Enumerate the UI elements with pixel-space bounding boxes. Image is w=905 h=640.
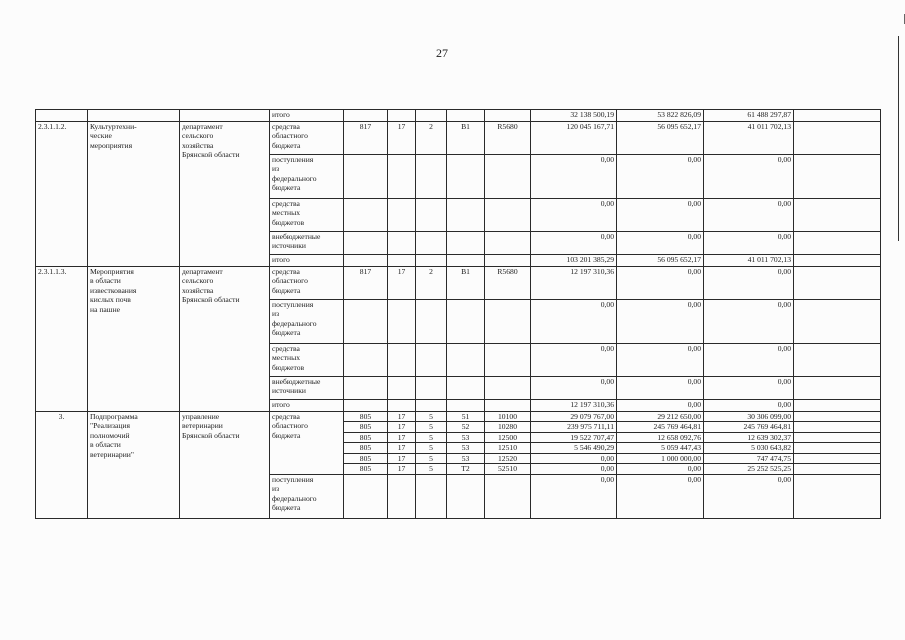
- note-cell: [794, 412, 881, 422]
- code-cs1-cell: [447, 400, 485, 412]
- note-cell: [794, 432, 881, 442]
- amount-v1-cell: 239 975 711,11: [531, 422, 617, 432]
- code-cs1-cell: 53: [447, 432, 485, 442]
- note-cell: [794, 377, 881, 400]
- responsible-cell: [180, 110, 270, 122]
- note-cell: [794, 199, 881, 232]
- amount-v3-cell: 0,00: [704, 267, 794, 300]
- code-pr-cell: 5: [416, 464, 447, 474]
- code-cell: [344, 474, 388, 518]
- funding-source-cell: поступления из федерального бюджета: [270, 474, 344, 518]
- code-cs1-cell: Т2: [447, 464, 485, 474]
- code-cs2-cell: 12520: [485, 453, 531, 463]
- code-rz-cell: 17: [388, 412, 416, 422]
- amount-v1-cell: 12 197 310,36: [531, 400, 617, 412]
- amount-v3-cell: 0,00: [704, 300, 794, 344]
- responsible-cell: департамент сельского хозяйства Брянской области: [180, 267, 270, 412]
- amount-v1-cell: 32 138 500,19: [531, 110, 617, 122]
- amount-v1-cell: 12 197 310,36: [531, 267, 617, 300]
- code-rz-cell: [388, 300, 416, 344]
- amount-v3-cell: 0,00: [704, 474, 794, 518]
- page-number: 27: [436, 46, 448, 60]
- amount-v2-cell: 53 822 826,09: [617, 110, 704, 122]
- amount-v3-cell: 0,00: [704, 232, 794, 255]
- code-grbs-cell: [344, 232, 388, 255]
- amount-v1-cell: 19 522 707,47: [531, 432, 617, 442]
- code-cs2-cell: [485, 199, 531, 232]
- amount-v1-cell: 0,00: [531, 474, 617, 518]
- amount-v1-cell: 0,00: [531, 453, 617, 463]
- amount-v2-cell: 1 000 000,00: [617, 453, 704, 463]
- amount-v2-cell: 0,00: [617, 377, 704, 400]
- code-rz-cell: 17: [388, 443, 416, 453]
- amount-v2-cell: 0,00: [617, 155, 704, 199]
- code-pr-cell: [416, 344, 447, 377]
- funding-source-cell: средства местных бюджетов: [270, 199, 344, 232]
- amount-v3-cell: 41 011 702,13: [704, 255, 794, 267]
- code-cs1-cell: [447, 232, 485, 255]
- amount-v3-cell: 0,00: [704, 377, 794, 400]
- code-cs1-cell: [447, 377, 485, 400]
- code-rz-cell: [388, 155, 416, 199]
- note-cell: [794, 232, 881, 255]
- responsible-cell: департамент сельского хозяйства Брянской области: [180, 122, 270, 267]
- amount-v3-cell: 747 474,75: [704, 453, 794, 463]
- amount-v2-cell: 12 658 092,76: [617, 432, 704, 442]
- amount-v1-cell: 0,00: [531, 344, 617, 377]
- note-cell: [794, 110, 881, 122]
- code-rz-cell: [388, 199, 416, 232]
- funding-source-cell: средства областного бюджета: [270, 122, 344, 155]
- event-name-cell: Культуртехни- ческие мероприятия: [88, 122, 180, 267]
- code-grbs-cell: 805: [344, 464, 388, 474]
- code-cell: [388, 474, 416, 518]
- note-cell: [794, 155, 881, 199]
- code-grbs-cell: 805: [344, 443, 388, 453]
- note-cell: [794, 453, 881, 463]
- amount-v1-cell: 0,00: [531, 300, 617, 344]
- code-rz-cell: 17: [388, 464, 416, 474]
- amount-v2-cell: 56 095 652,17: [617, 255, 704, 267]
- table-row: [36, 412, 881, 422]
- code-cs2-cell: 52510: [485, 464, 531, 474]
- code-grbs-cell: 817: [344, 122, 388, 155]
- code-cs2-cell: [485, 377, 531, 400]
- code-grbs-cell: 805: [344, 422, 388, 432]
- event-name-cell: Мероприятия в области известкования кислых почв на пашне: [88, 267, 180, 412]
- code-rz-cell: 17: [388, 122, 416, 155]
- code-cs1-cell: 53: [447, 453, 485, 463]
- code-cs1-cell: В1: [447, 122, 485, 155]
- note-cell: [794, 464, 881, 474]
- code-grbs-cell: 805: [344, 453, 388, 463]
- code-cell: [416, 110, 447, 122]
- table-row: [36, 110, 881, 122]
- code-cs2-cell: 10280: [485, 422, 531, 432]
- responsible-cell: управление ветеринарии Брянской области: [180, 412, 270, 519]
- code-cs1-cell: [447, 255, 485, 267]
- amount-v1-cell: 0,00: [531, 199, 617, 232]
- amount-v2-cell: 0,00: [617, 267, 704, 300]
- amount-v2-cell: 0,00: [617, 464, 704, 474]
- code-grbs-cell: [344, 255, 388, 267]
- code-grbs-cell: [344, 155, 388, 199]
- amount-v2-cell: 0,00: [617, 400, 704, 412]
- amount-v3-cell: 61 488 297,87: [704, 110, 794, 122]
- code-cs2-cell: R5680: [485, 267, 531, 300]
- code-rz-cell: 17: [388, 453, 416, 463]
- code-cs1-cell: В1: [447, 267, 485, 300]
- amount-v3-cell: 0,00: [704, 155, 794, 199]
- code-cs2-cell: [485, 255, 531, 267]
- amount-v2-cell: 0,00: [617, 300, 704, 344]
- code-rz-cell: [388, 400, 416, 412]
- amount-v3-cell: 5 030 643,82: [704, 443, 794, 453]
- amount-v3-cell: 0,00: [704, 344, 794, 377]
- row-number-cell: 2.3.1.1.2.: [36, 122, 88, 267]
- code-grbs-cell: 805: [344, 412, 388, 422]
- funding-source-cell: внебюджетные источники: [270, 377, 344, 400]
- note-cell: [794, 122, 881, 155]
- code-cell: [416, 474, 447, 518]
- amount-v1-cell: 29 079 767,00: [531, 412, 617, 422]
- amount-v1-cell: 0,00: [531, 232, 617, 255]
- code-pr-cell: [416, 377, 447, 400]
- code-cs2-cell: 12500: [485, 432, 531, 442]
- code-cs1-cell: 52: [447, 422, 485, 432]
- code-cs1-cell: 53: [447, 443, 485, 453]
- amount-v1-cell: 0,00: [531, 377, 617, 400]
- code-cs2-cell: R5680: [485, 122, 531, 155]
- event-name-cell: [88, 110, 180, 122]
- code-cs1-cell: [447, 155, 485, 199]
- funding-source-cell: поступления из федерального бюджета: [270, 300, 344, 344]
- code-rz-cell: [388, 344, 416, 377]
- code-pr-cell: [416, 255, 447, 267]
- code-cs1-cell: 51: [447, 412, 485, 422]
- code-rz-cell: 17: [388, 422, 416, 432]
- code-rz-cell: 17: [388, 267, 416, 300]
- code-cell: [485, 110, 531, 122]
- amount-v1-cell: 0,00: [531, 155, 617, 199]
- amount-v1-cell: 103 201 385,29: [531, 255, 617, 267]
- code-rz-cell: [388, 377, 416, 400]
- code-grbs-cell: [344, 199, 388, 232]
- row-number-cell: 2.3.1.1.3.: [36, 267, 88, 412]
- amount-v3-cell: 0,00: [704, 400, 794, 412]
- code-cs1-cell: [447, 199, 485, 232]
- code-cell: [485, 474, 531, 518]
- amount-v2-cell: 29 212 650,00: [617, 412, 704, 422]
- note-cell: [794, 255, 881, 267]
- code-cell: [447, 474, 485, 518]
- note-cell: [794, 443, 881, 453]
- amount-v3-cell: 30 306 099,00: [704, 412, 794, 422]
- amount-v2-cell: 56 095 652,17: [617, 122, 704, 155]
- code-grbs-cell: [344, 377, 388, 400]
- event-name-cell: Подпрограмма "Реализация полномочий в области ветеринарии": [88, 412, 180, 519]
- code-grbs-cell: 805: [344, 432, 388, 442]
- code-cs2-cell: 12510: [485, 443, 531, 453]
- code-cs2-cell: [485, 232, 531, 255]
- code-cs2-cell: [485, 400, 531, 412]
- code-cs2-cell: 10100: [485, 412, 531, 422]
- amount-v1-cell: 0,00: [531, 464, 617, 474]
- amount-v2-cell: 245 769 464,81: [617, 422, 704, 432]
- note-cell: [794, 400, 881, 412]
- code-cell: [447, 110, 485, 122]
- amount-v1-cell: 120 045 167,71: [531, 122, 617, 155]
- code-pr-cell: 5: [416, 422, 447, 432]
- row-number-cell: [36, 110, 88, 122]
- code-grbs-cell: [344, 300, 388, 344]
- code-pr-cell: [416, 232, 447, 255]
- code-cell: [344, 110, 388, 122]
- note-cell: [794, 300, 881, 344]
- code-rz-cell: 17: [388, 432, 416, 442]
- amount-v1-cell: 5 546 490,29: [531, 443, 617, 453]
- amount-v2-cell: 0,00: [617, 344, 704, 377]
- code-pr-cell: 2: [416, 267, 447, 300]
- code-cs1-cell: [447, 344, 485, 377]
- table-row: [36, 267, 881, 300]
- table-row: [36, 122, 881, 155]
- amount-v3-cell: 41 011 702,13: [704, 122, 794, 155]
- code-rz-cell: [388, 232, 416, 255]
- funding-source-cell: средства областного бюджета: [270, 267, 344, 300]
- code-pr-cell: 5: [416, 453, 447, 463]
- code-grbs-cell: 817: [344, 267, 388, 300]
- code-cell: [388, 110, 416, 122]
- code-pr-cell: [416, 400, 447, 412]
- row-number-cell: 3.: [36, 412, 88, 519]
- code-cs1-cell: [447, 300, 485, 344]
- amount-v2-cell: 0,00: [617, 232, 704, 255]
- funding-source-cell: итого: [270, 400, 344, 412]
- code-pr-cell: 5: [416, 432, 447, 442]
- amount-v3-cell: 25 252 525,25: [704, 464, 794, 474]
- funding-source-cell: итого: [270, 110, 344, 122]
- code-grbs-cell: [344, 400, 388, 412]
- code-cs2-cell: [485, 155, 531, 199]
- code-pr-cell: [416, 155, 447, 199]
- note-cell: [794, 267, 881, 300]
- code-rz-cell: [388, 255, 416, 267]
- amount-v3-cell: 0,00: [704, 199, 794, 232]
- funding-source-cell: внебюджетные источники: [270, 232, 344, 255]
- scan-margin-line: [898, 36, 899, 241]
- code-pr-cell: 5: [416, 412, 447, 422]
- funding-source-cell: средства местных бюджетов: [270, 344, 344, 377]
- amount-v2-cell: 5 059 447,43: [617, 443, 704, 453]
- code-cs2-cell: [485, 300, 531, 344]
- code-pr-cell: 5: [416, 443, 447, 453]
- funding-source-cell: итого: [270, 255, 344, 267]
- code-grbs-cell: [344, 344, 388, 377]
- note-cell: [794, 422, 881, 432]
- amount-v3-cell: 245 769 464,81: [704, 422, 794, 432]
- amount-v3-cell: 12 639 302,37: [704, 432, 794, 442]
- amount-v2-cell: 0,00: [617, 474, 704, 518]
- note-cell: [794, 344, 881, 377]
- code-cs2-cell: [485, 344, 531, 377]
- amount-v2-cell: 0,00: [617, 199, 704, 232]
- budget-table: [35, 109, 881, 519]
- note-cell: [794, 474, 881, 518]
- code-pr-cell: [416, 199, 447, 232]
- code-pr-cell: [416, 300, 447, 344]
- funding-source-cell: поступления из федерального бюджета: [270, 155, 344, 199]
- code-pr-cell: 2: [416, 122, 447, 155]
- funding-source-cell: средства областного бюджета: [270, 412, 344, 475]
